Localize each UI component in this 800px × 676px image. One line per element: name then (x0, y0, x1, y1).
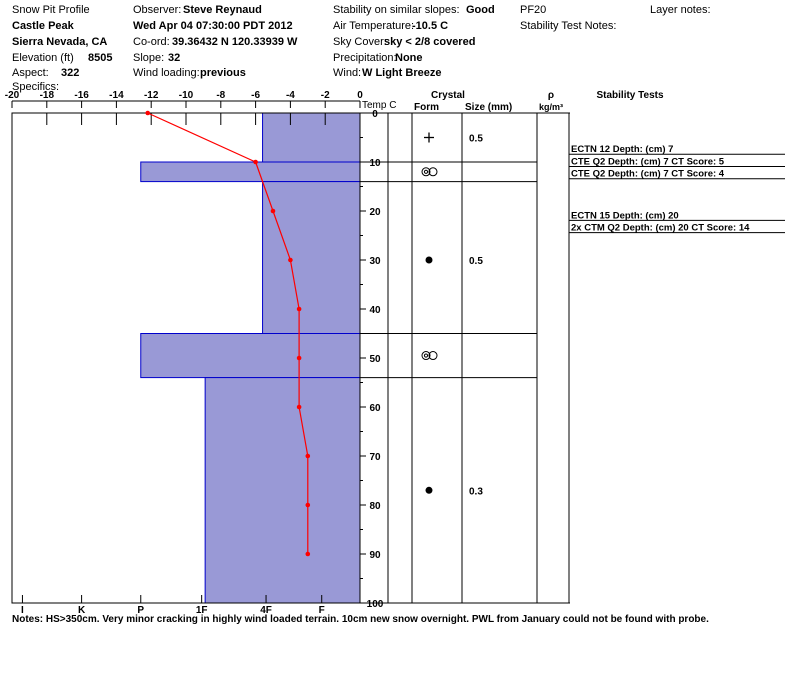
stability-label: Stability on similar slopes: (333, 4, 460, 16)
snow-layer (141, 334, 360, 378)
crystal-form-dot (426, 487, 433, 494)
depth-tick-label: 30 (369, 256, 381, 267)
datetime: Wed Apr 04 07:30:00 PDT 2012 (133, 20, 293, 32)
crystal-form-rounding (424, 354, 427, 357)
temp-tick-label: -20 (4, 90, 20, 101)
layers-group (141, 113, 360, 603)
elevation-value: 8505 (88, 52, 113, 64)
depth-tick-label: 20 (369, 207, 381, 218)
crystal-size: 0.5 (469, 256, 483, 267)
sky-cover-label: Sky Cover: (333, 36, 387, 48)
crystal-column-header: Crystal (431, 90, 465, 101)
temperature-point (288, 258, 293, 263)
temp-tick-label: -2 (320, 90, 330, 101)
pf-code: PF20 (520, 4, 547, 16)
temperature-point (297, 405, 302, 410)
temperature-point (306, 503, 311, 508)
wind-label: Wind: (333, 67, 362, 79)
specifics-label: Specifics: (12, 81, 60, 93)
hardness-tick-label: 1F (195, 605, 208, 616)
location: Castle Peak (12, 20, 74, 32)
temperature-point (271, 209, 276, 214)
temperature-point (306, 552, 311, 557)
temperature-point (306, 454, 311, 459)
crystal-form-dot (426, 257, 433, 264)
observer-label: Observer: (133, 4, 182, 16)
observer-value: Steve Reynaud (183, 4, 262, 16)
hardness-tick-label: I (21, 605, 24, 616)
stability-notes-label: Stability Test Notes: (520, 20, 617, 32)
temp-tick-label: -10 (178, 90, 194, 101)
snow-layer (263, 182, 360, 334)
depth-tick-label: 40 (369, 305, 381, 316)
layer-boundaries (360, 162, 537, 378)
snow-layer (263, 113, 360, 162)
depth-tick-label: 0 (372, 109, 378, 120)
temperature-point (297, 307, 302, 312)
depth-axis (360, 109, 384, 610)
hardness-tick-label: K (77, 605, 86, 616)
density-column-header: ρ (547, 90, 555, 101)
snow-layer (205, 378, 360, 603)
temp-tick-label: -14 (109, 90, 124, 101)
temp-tick-label: -18 (39, 90, 55, 101)
coord-label: Co-ord: (133, 36, 170, 48)
crystal-size: 0.3 (469, 486, 483, 498)
layer-notes-label: Layer notes: (650, 4, 711, 16)
wind-value: W Light Breeze (362, 67, 442, 79)
temp-tick-label: -12 (143, 90, 159, 101)
stability-test-entry: CTE Q2 Depth: (cm) 7 CT Score: 5 (571, 156, 725, 168)
crystal-size: 0.5 (469, 133, 483, 145)
aspect-value: 322 (61, 67, 80, 79)
density-unit: kg/m³ (538, 102, 564, 112)
aspect-label: Aspect: (12, 67, 49, 79)
form-column-header: Form (414, 102, 439, 113)
crystal-column (422, 133, 483, 498)
size-column-header: Size (mm) (465, 102, 513, 113)
stability-test-entry: ECTN 12 Depth: (cm) 7 (571, 144, 674, 156)
stability-tests-header: Stability Tests (596, 90, 664, 101)
depth-tick-label: 90 (369, 550, 381, 561)
air-temp-label: Air Temperature: (333, 20, 415, 32)
stability-value: Good (466, 4, 495, 16)
depth-tick-label: 50 (369, 354, 381, 365)
temp-tick-label: -8 (216, 90, 226, 101)
depth-tick-label: 100 (366, 599, 384, 610)
hardness-tick-label: 4F (260, 605, 272, 616)
temp-tick-label: 0 (357, 90, 363, 101)
depth-tick-label: 70 (369, 452, 381, 463)
stability-tests-column (569, 144, 785, 233)
depth-tick-label: 60 (369, 403, 381, 414)
hardness-tick-label: F (318, 605, 325, 616)
precip-label: Precipitation: (333, 52, 397, 64)
depth-tick-label: 80 (369, 501, 381, 512)
stability-test-entry: CTE Q2 Depth: (cm) 7 CT Score: 4 (571, 168, 725, 180)
temp-tick-label: -4 (285, 90, 295, 101)
precip-value: None (395, 52, 423, 64)
temp-tick-label: -6 (251, 90, 261, 101)
sky-cover-value: sky < 2/8 covered (384, 36, 476, 48)
temp-tick-label: -16 (74, 90, 89, 101)
air-temp-value: -10.5 C (412, 20, 449, 32)
temperature-point (253, 160, 258, 165)
temp-column-header: Temp C (362, 100, 397, 111)
elevation-label: Elevation (ft) (12, 52, 74, 64)
coord-value: 39.36432 N 120.33939 W (172, 36, 298, 48)
wind-loading-label: Wind loading: (133, 67, 200, 79)
region: Sierra Nevada, CA (12, 36, 108, 48)
snow-layer (141, 162, 360, 182)
stability-test-entry: ECTN 15 Depth: (cm) 20 (571, 210, 679, 222)
depth-tick-label: 10 (369, 158, 381, 169)
page-title: Snow Pit Profile (12, 4, 90, 16)
notes: Notes: HS>350cm. Very minor cracking in highly wind loaded terrain. 10cm new snow overnight. PWL from January could not be found with probe. (12, 614, 709, 625)
wind-loading-value: previous (200, 67, 246, 79)
slope-value: 32 (168, 52, 181, 64)
crystal-form-rounding (424, 170, 427, 173)
temperature-point (145, 111, 150, 116)
hardness-tick-label: P (137, 605, 145, 616)
temperature-point (297, 356, 302, 361)
stability-test-entry: 2x CTM Q2 Depth: (cm) 20 CT Score: 14 (571, 222, 750, 234)
slope-label: Slope: (133, 52, 165, 64)
